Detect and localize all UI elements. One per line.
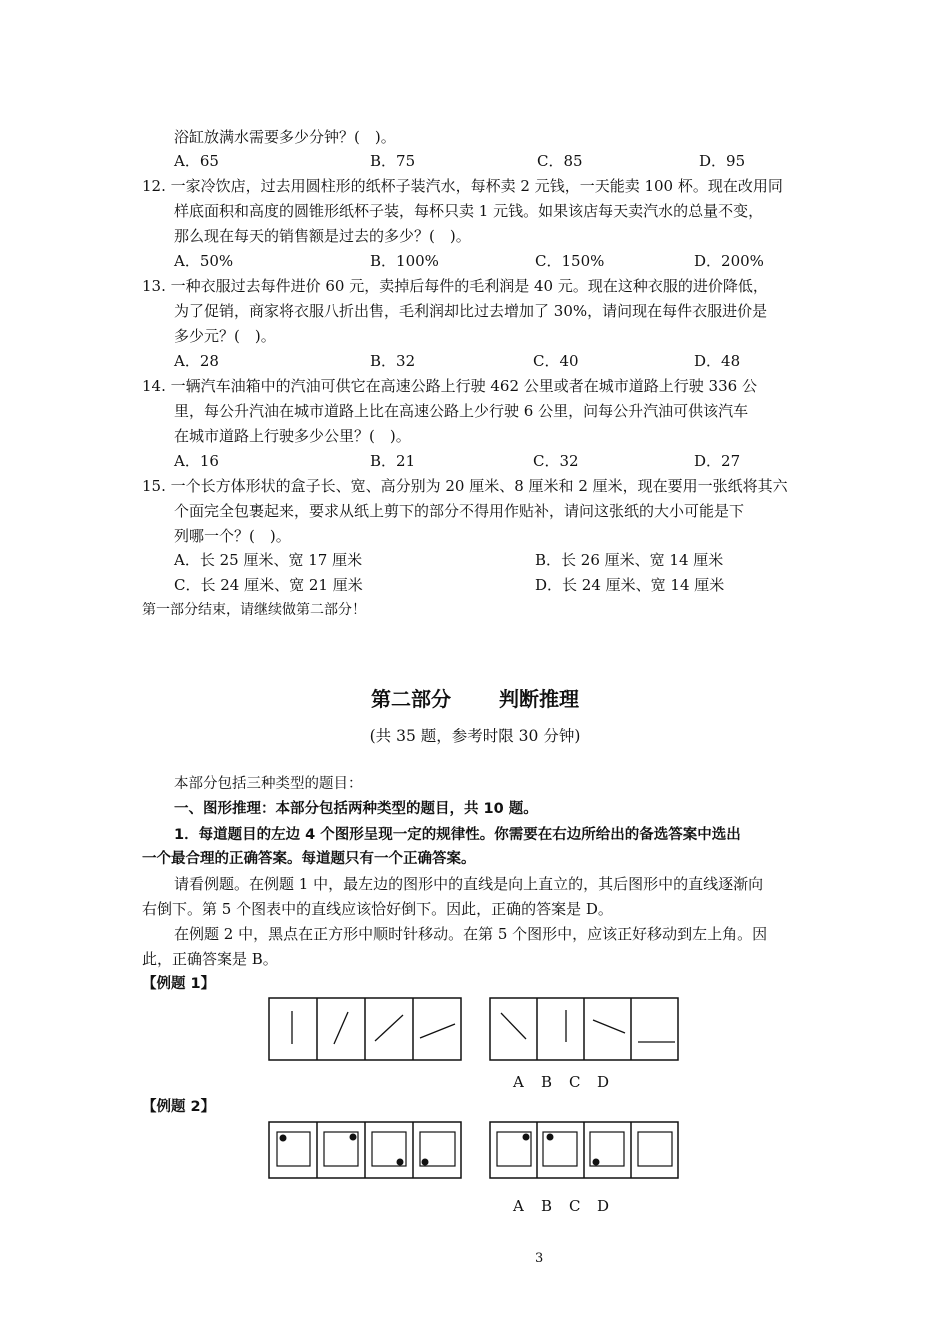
q12-line-2: 样底面积和高度的圆锥形纸杯子装，每杯只卖 1 元钱。如果该店每天卖汽水的总量不变， bbox=[174, 202, 764, 220]
part2-subtitle: (共 35 题，参考时限 30 分钟) bbox=[369, 727, 581, 745]
q15-option-d: D．长 24 厘米、宽 14 厘米 bbox=[535, 576, 725, 594]
example1-answer-figure bbox=[489, 997, 681, 1061]
part2-example-line-1: 请看例题。在例题 1 中，最左边的图形中的直线是向上直立的，其后图形中的直线逐渐向 bbox=[174, 875, 764, 893]
q13-option-b: B．32 bbox=[370, 352, 416, 370]
q12-option-c: C．150% bbox=[535, 252, 605, 270]
part2-rule-line-1: 1．每道题目的左边 4 个图形呈现一定的规律性。你需要在右边所给出的备选答案中选出 bbox=[174, 827, 741, 843]
example1-answer-label-c: C bbox=[569, 1073, 581, 1091]
example1-answer-label-d: D bbox=[597, 1073, 610, 1091]
example1-label: 【例题 1】 bbox=[142, 976, 216, 992]
q12-line-3: 那么现在每天的销售额是过去的多少？( )。 bbox=[174, 227, 471, 245]
q15-option-a: A．长 25 厘米、宽 17 厘米 bbox=[174, 551, 363, 569]
example2-dot-3 bbox=[397, 1159, 404, 1166]
example1-answer-label-b: B bbox=[541, 1073, 553, 1091]
example2-label: 【例题 2】 bbox=[142, 1099, 216, 1115]
part2-title-b: 判断推理 bbox=[499, 687, 579, 711]
part2-intro: 本部分包括三种类型的题目： bbox=[174, 776, 363, 792]
q14-option-c: C．32 bbox=[533, 452, 579, 470]
q13-option-c: C．40 bbox=[533, 352, 579, 370]
example1-answer-c-line bbox=[593, 1020, 625, 1033]
example2-answer-c-dot bbox=[593, 1159, 600, 1166]
part1-end-note: 第一部分结束，请继续做第二部分！ bbox=[142, 602, 366, 618]
example2-dot-1 bbox=[280, 1135, 287, 1142]
example2-answer-label-c: C bbox=[569, 1197, 581, 1215]
q14-option-a: A．16 bbox=[174, 452, 219, 470]
q15-line-1: 15. 一个长方体形状的盒子长、宽、高分别为 20 厘米、8 厘米和 2 厘米，现在要用一张纸将其六 bbox=[142, 477, 788, 495]
q13-line-2: 为了促销，商家将衣服八折出售，毛利润却比过去增加了 30%，请问现在每件衣服进价是 bbox=[174, 302, 768, 320]
example1-answer-a-line bbox=[501, 1013, 526, 1039]
q13-line-1: 13. 一种衣服过去每件进价 60 元，卖掉后每件的毛利润是 40 元。现在这种衣服的进价降低， bbox=[142, 277, 768, 295]
q11-option-c: C．85 bbox=[537, 152, 583, 170]
q15-option-b: B．长 26 厘米、宽 14 厘米 bbox=[535, 551, 724, 569]
example2-question-figure bbox=[268, 1121, 464, 1181]
example1-line-tilt-2 bbox=[375, 1015, 403, 1041]
part2-rule-line-2: 一个最合理的正确答案。每道题只有一个正确答案。 bbox=[142, 851, 476, 867]
q15-option-c: C．长 24 厘米、宽 21 厘米 bbox=[174, 576, 363, 594]
page-number: 3 bbox=[535, 1251, 544, 1266]
q12-line-1: 12. 一家冷饮店，过去用圆柱形的纸杯子装汽水，每杯卖 2 元钱，一天能卖 100 杯。现在改用同 bbox=[142, 177, 783, 195]
q13-line-3: 多少元？( )。 bbox=[174, 327, 276, 345]
example2-dot-4 bbox=[422, 1159, 429, 1166]
q14-option-b: B．21 bbox=[370, 452, 416, 470]
q12-option-d: D．200% bbox=[694, 252, 764, 270]
part2-example-line-3: 在例题 2 中，黑点在正方形中顺时针移动。在第 5 个图形中，应该正好移动到左上角。因 bbox=[174, 925, 768, 943]
q13-option-d: D．48 bbox=[694, 352, 741, 370]
q12-option-b: B．100% bbox=[370, 252, 439, 270]
q15-line-2: 个面完全包裹起来，要求从纸上剪下的部分不得用作贴补，请问这张纸的大小可能是下 bbox=[174, 502, 745, 520]
example2-dot-2 bbox=[350, 1134, 357, 1141]
part2-title-a: 第二部分 bbox=[371, 687, 451, 711]
example2-answer-label-a: A bbox=[513, 1197, 524, 1215]
example1-line-tilt-1 bbox=[334, 1012, 348, 1044]
q14-option-d: D．27 bbox=[694, 452, 741, 470]
example2-answer-figure bbox=[489, 1121, 681, 1181]
q11-option-b: B．75 bbox=[370, 152, 416, 170]
q14-line-2: 里，每公升汽油在城市道路上比在高速公路上少行驶 6 公里，问每公升汽油可供该汽车 bbox=[174, 402, 749, 420]
q11-option-d: D．95 bbox=[699, 152, 746, 170]
q14-line-1: 14. 一辆汽车油箱中的汽油可供它在高速公路上行驶 462 公里或者在城市道路上行驶 336 公 bbox=[142, 377, 757, 395]
example1-answer-label-a: A bbox=[513, 1073, 524, 1091]
q15-line-3: 列哪一个？( )。 bbox=[174, 527, 291, 545]
example2-answer-b-dot bbox=[547, 1134, 554, 1141]
part2-example-line-2: 右倒下。第 5 个图表中的直线应该恰好倒下。因此，正确的答案是 D。 bbox=[142, 900, 613, 918]
q11-text: 浴缸放满水需要多少分钟？( )。 bbox=[174, 128, 396, 146]
example1-line-tilt-3 bbox=[420, 1024, 455, 1038]
example1-question-figure bbox=[268, 997, 464, 1061]
example2-answer-a-dot bbox=[523, 1134, 530, 1141]
part2-type1: 一、图形推理：本部分包括两种类型的题目，共 10 题。 bbox=[174, 801, 538, 817]
q12-option-a: A．50% bbox=[174, 252, 234, 270]
part2-title bbox=[0, 683, 950, 712]
example2-answer-label-b: B bbox=[541, 1197, 553, 1215]
example2-answer-label-d: D bbox=[597, 1197, 610, 1215]
q14-line-3: 在城市道路上行驶多少公里？( )。 bbox=[174, 427, 411, 445]
part2-example-line-4: 此，正确答案是 B。 bbox=[142, 950, 278, 968]
q11-option-a: A．65 bbox=[174, 152, 219, 170]
q13-option-a: A．28 bbox=[174, 352, 219, 370]
